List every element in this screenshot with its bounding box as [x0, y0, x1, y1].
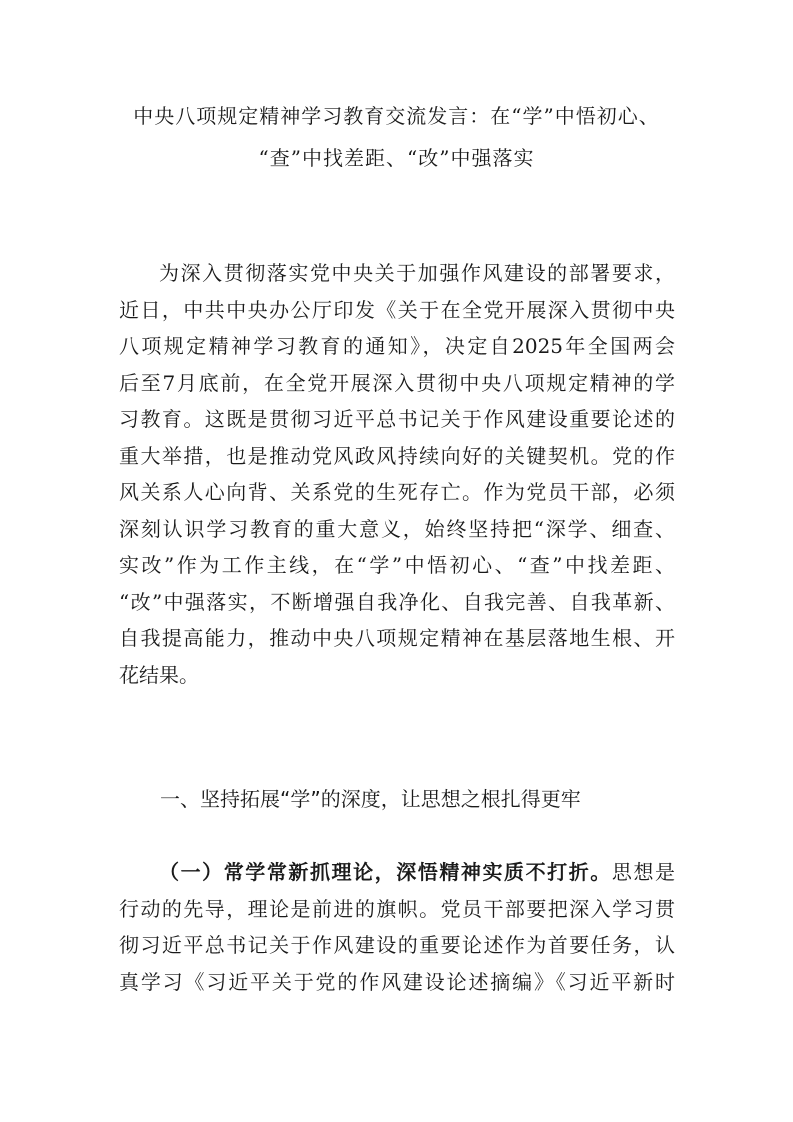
intro-line: 自我提高能力，推动中央八项规定精神在基层落地生根、开 — [119, 626, 675, 650]
intro-line: 近日，中共中央办公厅印发《关于在全党开展深入贯彻中央 — [119, 297, 675, 322]
intro-line: 实改”作为工作主线，在“学”中悟初心、“查”中找差距、 — [119, 553, 675, 577]
document-title-line-1: 中央八项规定精神学习教育交流发言：在“学”中悟初心、 — [133, 104, 660, 128]
subsection-1-line: 彻习近平总书记关于作风建设的重要论述作为首要任务，认 — [119, 933, 675, 957]
subsection-1-line: 行动的先导，理论是前进的旗帜。党员干部要把深入学习贯 — [119, 896, 675, 921]
subsection-1-paragraph — [119, 854, 675, 1000]
document-title-line-2: “查”中找差距、“改”中强落实 — [258, 146, 535, 170]
intro-line: 习教育。这既是贯彻习近平总书记关于作风建设重要论述的 — [119, 407, 675, 431]
intro-line: 风关系人心向背、关系党的生死存亡。作为党员干部，必须 — [119, 480, 675, 504]
subsection-1-first-line — [119, 854, 675, 891]
subsection-1-line: 真学习《习近平关于党的作风建设论述摘编》《习近平新时 — [119, 969, 675, 994]
intro-line: 深刻认识学习教育的重大意义，始终坚持把“深学、细查、 — [119, 516, 675, 541]
intro-line: 花结果。 — [119, 662, 199, 687]
intro-line: 八项规定精神学习教育的通知》，决定自2025年全国两会 — [119, 334, 675, 358]
section-1-heading: 一、坚持拓展“学”的深度，让思想之根扎得更牢 — [160, 787, 581, 811]
subsection-1-bold-lead: （一）常学常新抓理论，深悟精神实质不打折。 — [159, 860, 612, 884]
intro-line: 后至7月底前，在全党开展深入贯彻中央八项规定精神的学 — [119, 370, 675, 395]
intro-line: 为深入贯彻落实党中央关于加强作风建设的部署要求， — [159, 261, 675, 285]
intro-line: “改”中强落实，不断增强自我净化、自我完善、自我革新、 — [119, 589, 675, 614]
intro-line: 重大举措，也是推动党风政风持续向好的关键契机。党的作 — [119, 443, 675, 468]
intro-paragraph — [119, 255, 675, 693]
subsection-1-first-rest: 思想是 — [611, 860, 676, 884]
